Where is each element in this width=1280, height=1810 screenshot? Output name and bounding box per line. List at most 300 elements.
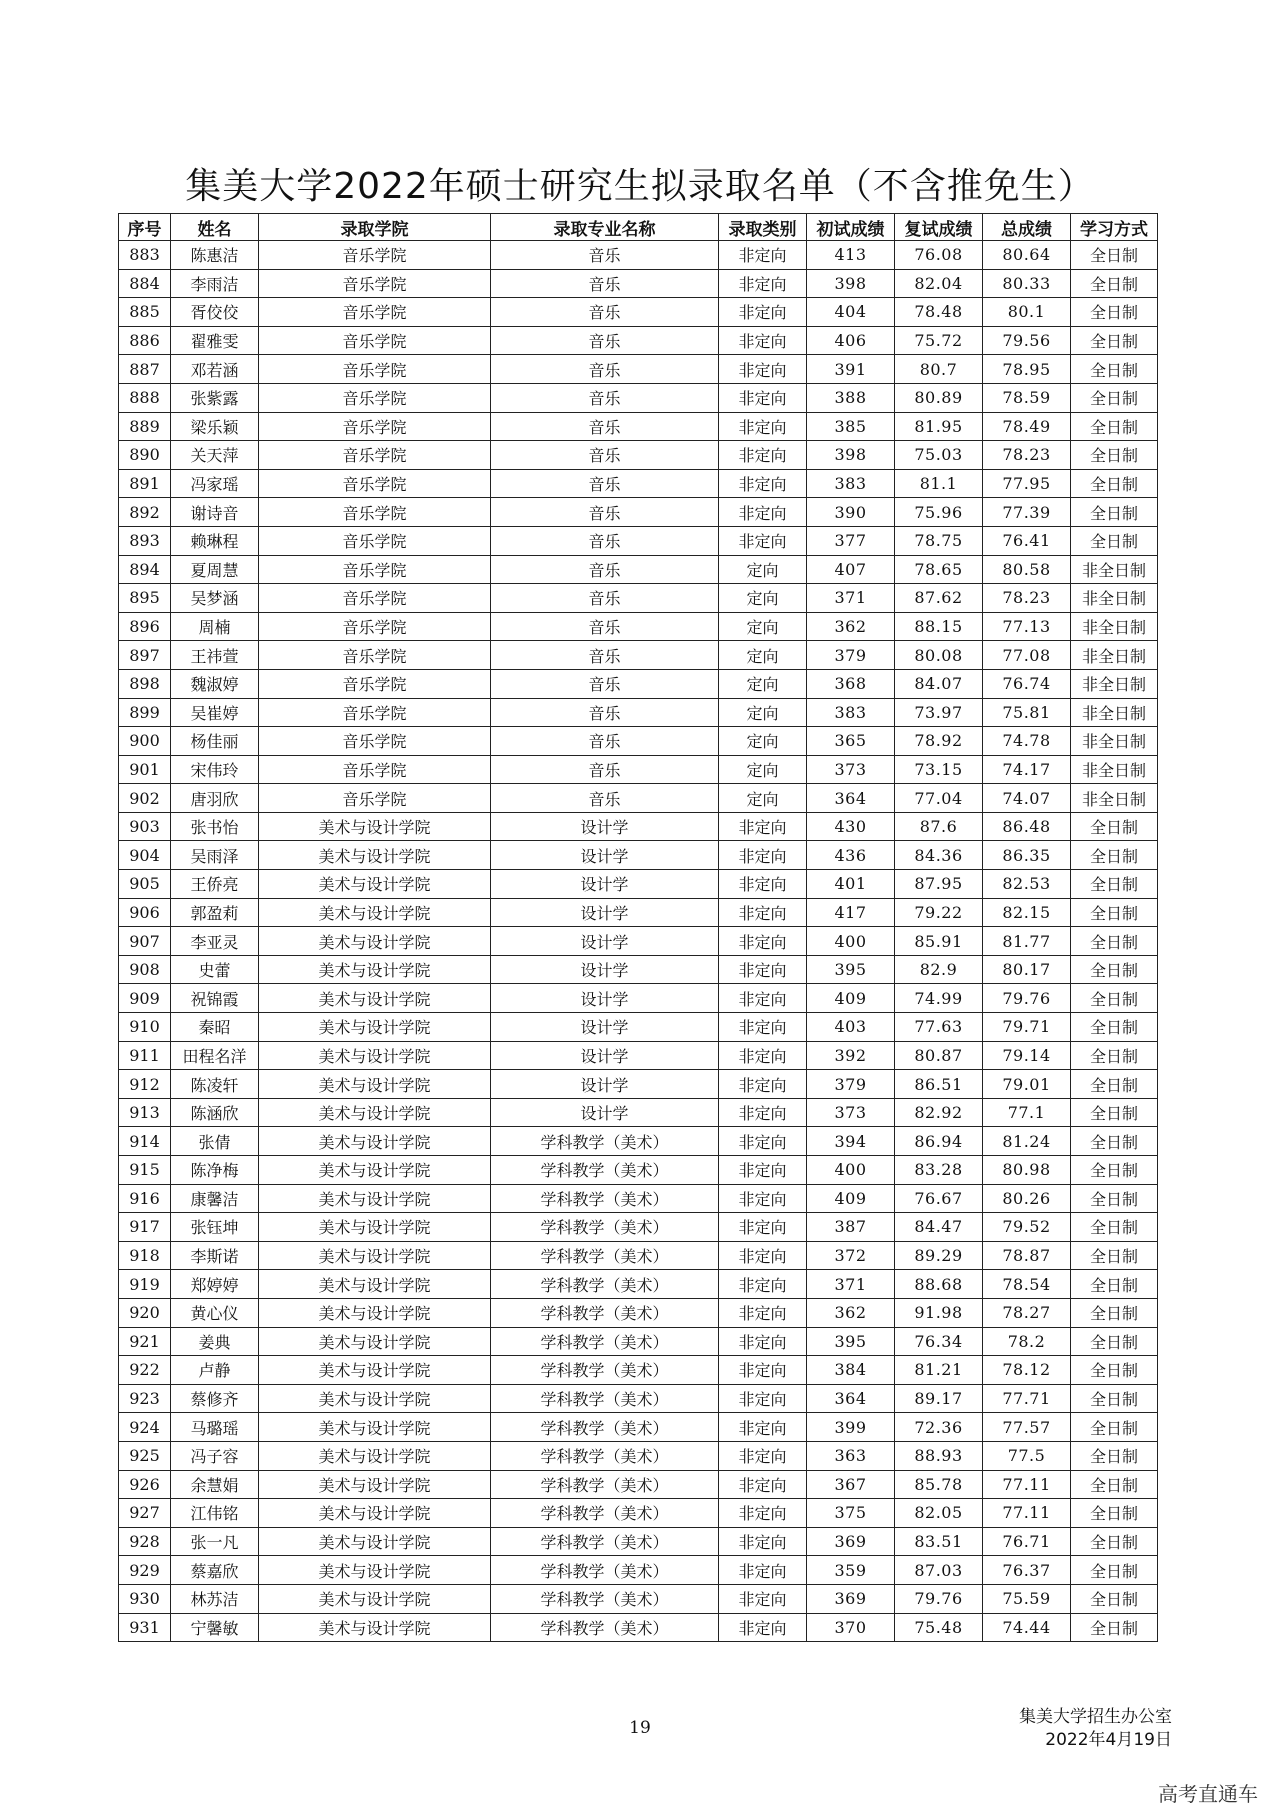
cell-prelim-score: 379: [807, 1070, 895, 1099]
cell-category: 非定向: [719, 1098, 807, 1127]
cell-study-mode: 非全日制: [1071, 612, 1158, 641]
cell-study-mode: 全日制: [1071, 841, 1158, 870]
cell-retest-score: 84.07: [895, 669, 983, 698]
cell-total-score: 76.37: [983, 1556, 1071, 1585]
cell-retest-score: 80.89: [895, 383, 983, 412]
cell-major: 设计学: [491, 898, 719, 927]
cell-study-mode: 非全日制: [1071, 641, 1158, 670]
cell-study-mode: 全日制: [1071, 1041, 1158, 1070]
cell-name: 江伟铭: [171, 1499, 259, 1528]
cell-total-score: 74.07: [983, 784, 1071, 813]
cell-major: 音乐: [491, 526, 719, 555]
cell-retest-score: 86.94: [895, 1127, 983, 1156]
cell-prelim-score: 372: [807, 1241, 895, 1270]
cell-index: 919: [119, 1270, 171, 1299]
cell-major: 学科教学（美术）: [491, 1413, 719, 1442]
cell-name: 夏周慧: [171, 555, 259, 584]
cell-college: 美术与设计学院: [259, 955, 491, 984]
cell-total-score: 86.48: [983, 812, 1071, 841]
cell-index: 912: [119, 1070, 171, 1099]
cell-category: 定向: [719, 612, 807, 641]
cell-index: 914: [119, 1127, 171, 1156]
cell-college: 音乐学院: [259, 441, 491, 470]
cell-category: 非定向: [719, 955, 807, 984]
cell-study-mode: 全日制: [1071, 1156, 1158, 1185]
cell-college: 美术与设计学院: [259, 1384, 491, 1413]
cell-name: 姜典: [171, 1327, 259, 1356]
cell-college: 音乐学院: [259, 269, 491, 298]
cell-study-mode: 全日制: [1071, 955, 1158, 984]
cell-index: 887: [119, 355, 171, 384]
cell-prelim-score: 368: [807, 669, 895, 698]
cell-total-score: 80.26: [983, 1184, 1071, 1213]
cell-name: 史蕾: [171, 955, 259, 984]
cell-prelim-score: 365: [807, 727, 895, 756]
cell-category: 非定向: [719, 1184, 807, 1213]
table-row: [119, 698, 1158, 727]
cell-college: 美术与设计学院: [259, 841, 491, 870]
cell-retest-score: 78.65: [895, 555, 983, 584]
table-row: [119, 669, 1158, 698]
cell-name: 黄心仪: [171, 1298, 259, 1327]
cell-total-score: 77.5: [983, 1441, 1071, 1470]
table-row: [119, 1441, 1158, 1470]
column-header-category: 录取类别: [719, 214, 807, 241]
table-row: [119, 784, 1158, 813]
table-row: [119, 984, 1158, 1013]
cell-index: 905: [119, 870, 171, 899]
cell-name: 宁馨敏: [171, 1613, 259, 1642]
cell-prelim-score: 373: [807, 1098, 895, 1127]
admission-table: [118, 213, 1158, 1642]
cell-total-score: 86.35: [983, 841, 1071, 870]
cell-college: 美术与设计学院: [259, 927, 491, 956]
footer-org: 集美大学招生办公室: [1019, 1707, 1172, 1727]
cell-prelim-score: 399: [807, 1413, 895, 1442]
cell-total-score: 76.71: [983, 1527, 1071, 1556]
cell-prelim-score: 413: [807, 241, 895, 270]
cell-study-mode: 全日制: [1071, 269, 1158, 298]
table-row: [119, 955, 1158, 984]
cell-category: 非定向: [719, 984, 807, 1013]
cell-category: 非定向: [719, 1556, 807, 1585]
cell-major: 学科教学（美术）: [491, 1184, 719, 1213]
cell-college: 音乐学院: [259, 469, 491, 498]
cell-retest-score: 77.04: [895, 784, 983, 813]
cell-total-score: 77.11: [983, 1499, 1071, 1528]
cell-prelim-score: 371: [807, 1270, 895, 1299]
cell-major: 学科教学（美术）: [491, 1156, 719, 1185]
cell-index: 917: [119, 1213, 171, 1242]
cell-total-score: 74.17: [983, 755, 1071, 784]
table-row: [119, 612, 1158, 641]
cell-index: 902: [119, 784, 171, 813]
cell-category: 非定向: [719, 241, 807, 270]
cell-index: 910: [119, 1013, 171, 1042]
cell-study-mode: 全日制: [1071, 383, 1158, 412]
cell-name: 梁乐颖: [171, 412, 259, 441]
cell-retest-score: 75.03: [895, 441, 983, 470]
cell-major: 设计学: [491, 1041, 719, 1070]
cell-study-mode: 非全日制: [1071, 669, 1158, 698]
cell-study-mode: 全日制: [1071, 1556, 1158, 1585]
cell-category: 非定向: [719, 1127, 807, 1156]
cell-study-mode: 全日制: [1071, 870, 1158, 899]
table-row: [119, 1156, 1158, 1185]
cell-index: 890: [119, 441, 171, 470]
cell-college: 音乐学院: [259, 526, 491, 555]
cell-college: 音乐学院: [259, 498, 491, 527]
cell-total-score: 79.01: [983, 1070, 1071, 1099]
cell-category: 非定向: [719, 1041, 807, 1070]
table-row: [119, 526, 1158, 555]
table-row: [119, 1556, 1158, 1585]
cell-name: 胥佼佼: [171, 298, 259, 327]
cell-major: 设计学: [491, 870, 719, 899]
cell-college: 音乐学院: [259, 669, 491, 698]
cell-study-mode: 全日制: [1071, 1013, 1158, 1042]
cell-total-score: 80.64: [983, 241, 1071, 270]
cell-total-score: 75.59: [983, 1584, 1071, 1613]
cell-prelim-score: 406: [807, 326, 895, 355]
cell-college: 音乐学院: [259, 298, 491, 327]
cell-retest-score: 82.9: [895, 955, 983, 984]
cell-name: 陈净梅: [171, 1156, 259, 1185]
cell-major: 设计学: [491, 841, 719, 870]
cell-prelim-score: 398: [807, 441, 895, 470]
cell-index: 923: [119, 1384, 171, 1413]
cell-study-mode: 全日制: [1071, 1527, 1158, 1556]
cell-index: 927: [119, 1499, 171, 1528]
cell-name: 林苏洁: [171, 1584, 259, 1613]
cell-prelim-score: 362: [807, 1298, 895, 1327]
cell-major: 音乐: [491, 612, 719, 641]
cell-total-score: 77.57: [983, 1413, 1071, 1442]
cell-prelim-score: 401: [807, 870, 895, 899]
cell-retest-score: 80.87: [895, 1041, 983, 1070]
table-row: [119, 1213, 1158, 1242]
cell-major: 学科教学（美术）: [491, 1527, 719, 1556]
cell-major: 学科教学（美术）: [491, 1499, 719, 1528]
table-row: [119, 1613, 1158, 1642]
cell-name: 李雨洁: [171, 269, 259, 298]
cell-major: 学科教学（美术）: [491, 1127, 719, 1156]
cell-category: 非定向: [719, 1441, 807, 1470]
cell-major: 学科教学（美术）: [491, 1356, 719, 1385]
cell-total-score: 80.58: [983, 555, 1071, 584]
cell-name: 唐羽欣: [171, 784, 259, 813]
cell-category: 定向: [719, 669, 807, 698]
cell-major: 音乐: [491, 269, 719, 298]
cell-retest-score: 82.05: [895, 1499, 983, 1528]
cell-prelim-score: 369: [807, 1527, 895, 1556]
cell-name: 魏淑婷: [171, 669, 259, 698]
cell-index: 924: [119, 1413, 171, 1442]
cell-retest-score: 74.99: [895, 984, 983, 1013]
cell-index: 897: [119, 641, 171, 670]
cell-prelim-score: 373: [807, 755, 895, 784]
table-row: [119, 1384, 1158, 1413]
cell-college: 美术与设计学院: [259, 1127, 491, 1156]
cell-major: 学科教学（美术）: [491, 1470, 719, 1499]
cell-retest-score: 75.48: [895, 1613, 983, 1642]
cell-category: 非定向: [719, 383, 807, 412]
footer-date: 2022年4月19日: [1045, 1730, 1172, 1750]
cell-prelim-score: 383: [807, 469, 895, 498]
cell-category: 定向: [719, 784, 807, 813]
cell-name: 卢静: [171, 1356, 259, 1385]
cell-index: 884: [119, 269, 171, 298]
cell-college: 美术与设计学院: [259, 1356, 491, 1385]
cell-study-mode: 全日制: [1071, 355, 1158, 384]
cell-retest-score: 79.76: [895, 1584, 983, 1613]
cell-category: 非定向: [719, 812, 807, 841]
cell-college: 美术与设计学院: [259, 812, 491, 841]
cell-prelim-score: 404: [807, 298, 895, 327]
cell-study-mode: 非全日制: [1071, 727, 1158, 756]
cell-major: 学科教学（美术）: [491, 1298, 719, 1327]
cell-category: 非定向: [719, 870, 807, 899]
cell-index: 904: [119, 841, 171, 870]
cell-study-mode: 全日制: [1071, 1499, 1158, 1528]
cell-retest-score: 72.36: [895, 1413, 983, 1442]
table-row: [119, 383, 1158, 412]
cell-name: 陈惠洁: [171, 241, 259, 270]
cell-college: 音乐学院: [259, 727, 491, 756]
cell-name: 赖琳程: [171, 526, 259, 555]
cell-name: 李亚灵: [171, 927, 259, 956]
cell-college: 美术与设计学院: [259, 1156, 491, 1185]
table-row: [119, 1327, 1158, 1356]
cell-total-score: 79.14: [983, 1041, 1071, 1070]
cell-retest-score: 79.22: [895, 898, 983, 927]
watermark: 高考直通车: [1158, 1782, 1258, 1806]
cell-prelim-score: 400: [807, 927, 895, 956]
cell-retest-score: 88.93: [895, 1441, 983, 1470]
cell-prelim-score: 403: [807, 1013, 895, 1042]
cell-total-score: 82.15: [983, 898, 1071, 927]
cell-index: 899: [119, 698, 171, 727]
cell-college: 美术与设计学院: [259, 1499, 491, 1528]
cell-category: 非定向: [719, 526, 807, 555]
table-row: [119, 1270, 1158, 1299]
cell-college: 音乐学院: [259, 784, 491, 813]
cell-retest-score: 89.17: [895, 1384, 983, 1413]
table-row: [119, 1470, 1158, 1499]
cell-college: 音乐学院: [259, 755, 491, 784]
cell-index: 918: [119, 1241, 171, 1270]
cell-prelim-score: 391: [807, 355, 895, 384]
cell-study-mode: 全日制: [1071, 1613, 1158, 1642]
cell-prelim-score: 398: [807, 269, 895, 298]
cell-retest-score: 88.68: [895, 1270, 983, 1299]
column-header-retest-score: 复试成绩: [895, 214, 983, 241]
cell-retest-score: 81.95: [895, 412, 983, 441]
table-row: [119, 898, 1158, 927]
cell-total-score: 79.56: [983, 326, 1071, 355]
cell-major: 设计学: [491, 1070, 719, 1099]
cell-retest-score: 75.72: [895, 326, 983, 355]
cell-name: 蔡修齐: [171, 1384, 259, 1413]
cell-major: 学科教学（美术）: [491, 1270, 719, 1299]
cell-category: 非定向: [719, 1527, 807, 1556]
cell-category: 定向: [719, 698, 807, 727]
cell-index: 909: [119, 984, 171, 1013]
table-row: [119, 469, 1158, 498]
cell-college: 美术与设计学院: [259, 1041, 491, 1070]
cell-category: 定向: [719, 755, 807, 784]
cell-prelim-score: 369: [807, 1584, 895, 1613]
cell-retest-score: 85.91: [895, 927, 983, 956]
table-row: [119, 555, 1158, 584]
cell-category: 非定向: [719, 1298, 807, 1327]
cell-major: 音乐: [491, 555, 719, 584]
cell-total-score: 77.08: [983, 641, 1071, 670]
cell-college: 美术与设计学院: [259, 1556, 491, 1585]
cell-retest-score: 91.98: [895, 1298, 983, 1327]
cell-name: 张钰坤: [171, 1213, 259, 1242]
cell-study-mode: 全日制: [1071, 1584, 1158, 1613]
cell-prelim-score: 436: [807, 841, 895, 870]
cell-name: 郭盈莉: [171, 898, 259, 927]
cell-retest-score: 77.63: [895, 1013, 983, 1042]
page-number: 19: [629, 1718, 651, 1738]
cell-index: 908: [119, 955, 171, 984]
table-row: [119, 927, 1158, 956]
cell-study-mode: 全日制: [1071, 812, 1158, 841]
cell-major: 学科教学（美术）: [491, 1327, 719, 1356]
cell-major: 音乐: [491, 298, 719, 327]
cell-name: 田程名洋: [171, 1041, 259, 1070]
cell-study-mode: 全日制: [1071, 984, 1158, 1013]
table-header-row: [119, 214, 1158, 241]
cell-study-mode: 全日制: [1071, 1184, 1158, 1213]
cell-retest-score: 86.51: [895, 1070, 983, 1099]
cell-total-score: 78.59: [983, 383, 1071, 412]
cell-index: 915: [119, 1156, 171, 1185]
cell-major: 学科教学（美术）: [491, 1613, 719, 1642]
table-row: [119, 727, 1158, 756]
cell-index: 911: [119, 1041, 171, 1070]
cell-index: 920: [119, 1298, 171, 1327]
cell-total-score: 80.33: [983, 269, 1071, 298]
cell-category: 非定向: [719, 927, 807, 956]
table-row: [119, 269, 1158, 298]
cell-prelim-score: 392: [807, 1041, 895, 1070]
cell-major: 音乐: [491, 441, 719, 470]
cell-index: 900: [119, 727, 171, 756]
cell-college: 美术与设计学院: [259, 1527, 491, 1556]
cell-total-score: 81.77: [983, 927, 1071, 956]
table-row: [119, 1499, 1158, 1528]
cell-study-mode: 全日制: [1071, 241, 1158, 270]
cell-retest-score: 78.75: [895, 526, 983, 555]
cell-retest-score: 81.1: [895, 469, 983, 498]
table-row: [119, 441, 1158, 470]
cell-category: 非定向: [719, 1613, 807, 1642]
cell-name: 冯子容: [171, 1441, 259, 1470]
cell-study-mode: 非全日制: [1071, 784, 1158, 813]
cell-index: 888: [119, 383, 171, 412]
cell-total-score: 77.71: [983, 1384, 1071, 1413]
cell-retest-score: 78.48: [895, 298, 983, 327]
cell-major: 学科教学（美术）: [491, 1441, 719, 1470]
cell-name: 张紫露: [171, 383, 259, 412]
cell-retest-score: 83.28: [895, 1156, 983, 1185]
cell-college: 音乐学院: [259, 555, 491, 584]
cell-name: 吴梦涵: [171, 584, 259, 613]
cell-prelim-score: 364: [807, 784, 895, 813]
cell-college: 美术与设计学院: [259, 1613, 491, 1642]
cell-total-score: 80.98: [983, 1156, 1071, 1185]
cell-name: 宋伟玲: [171, 755, 259, 784]
cell-category: 非定向: [719, 1013, 807, 1042]
cell-prelim-score: 409: [807, 984, 895, 1013]
cell-category: 非定向: [719, 1213, 807, 1242]
cell-major: 音乐: [491, 498, 719, 527]
cell-major: 设计学: [491, 1098, 719, 1127]
cell-total-score: 75.81: [983, 698, 1071, 727]
table-row: [119, 1298, 1158, 1327]
cell-study-mode: 全日制: [1071, 1127, 1158, 1156]
cell-name: 马璐瑶: [171, 1413, 259, 1442]
cell-major: 设计学: [491, 984, 719, 1013]
cell-college: 美术与设计学院: [259, 1584, 491, 1613]
cell-retest-score: 80.7: [895, 355, 983, 384]
cell-study-mode: 全日制: [1071, 927, 1158, 956]
cell-category: 定向: [719, 584, 807, 613]
table-row: [119, 1356, 1158, 1385]
cell-college: 音乐学院: [259, 383, 491, 412]
table-row: [119, 1527, 1158, 1556]
cell-category: 非定向: [719, 1356, 807, 1385]
cell-category: 非定向: [719, 1070, 807, 1099]
cell-index: 883: [119, 241, 171, 270]
cell-name: 余慧娟: [171, 1470, 259, 1499]
cell-major: 设计学: [491, 955, 719, 984]
cell-college: 美术与设计学院: [259, 1298, 491, 1327]
cell-index: 916: [119, 1184, 171, 1213]
cell-retest-score: 81.21: [895, 1356, 983, 1385]
cell-prelim-score: 384: [807, 1356, 895, 1385]
cell-index: 907: [119, 927, 171, 956]
cell-total-score: 78.2: [983, 1327, 1071, 1356]
cell-college: 音乐学院: [259, 612, 491, 641]
cell-category: 定向: [719, 641, 807, 670]
cell-major: 音乐: [491, 698, 719, 727]
cell-study-mode: 全日制: [1071, 441, 1158, 470]
cell-total-score: 79.71: [983, 1013, 1071, 1042]
cell-prelim-score: 409: [807, 1184, 895, 1213]
cell-category: 非定向: [719, 298, 807, 327]
cell-prelim-score: 375: [807, 1499, 895, 1528]
cell-retest-score: 83.51: [895, 1527, 983, 1556]
table-row: [119, 870, 1158, 899]
cell-index: 894: [119, 555, 171, 584]
cell-total-score: 78.27: [983, 1298, 1071, 1327]
cell-retest-score: 84.47: [895, 1213, 983, 1242]
cell-study-mode: 全日制: [1071, 1298, 1158, 1327]
cell-category: 非定向: [719, 441, 807, 470]
cell-index: 903: [119, 812, 171, 841]
table-row: [119, 755, 1158, 784]
cell-category: 非定向: [719, 1499, 807, 1528]
cell-name: 秦昭: [171, 1013, 259, 1042]
cell-total-score: 74.44: [983, 1613, 1071, 1642]
cell-total-score: 79.76: [983, 984, 1071, 1013]
cell-college: 美术与设计学院: [259, 1184, 491, 1213]
cell-study-mode: 非全日制: [1071, 555, 1158, 584]
